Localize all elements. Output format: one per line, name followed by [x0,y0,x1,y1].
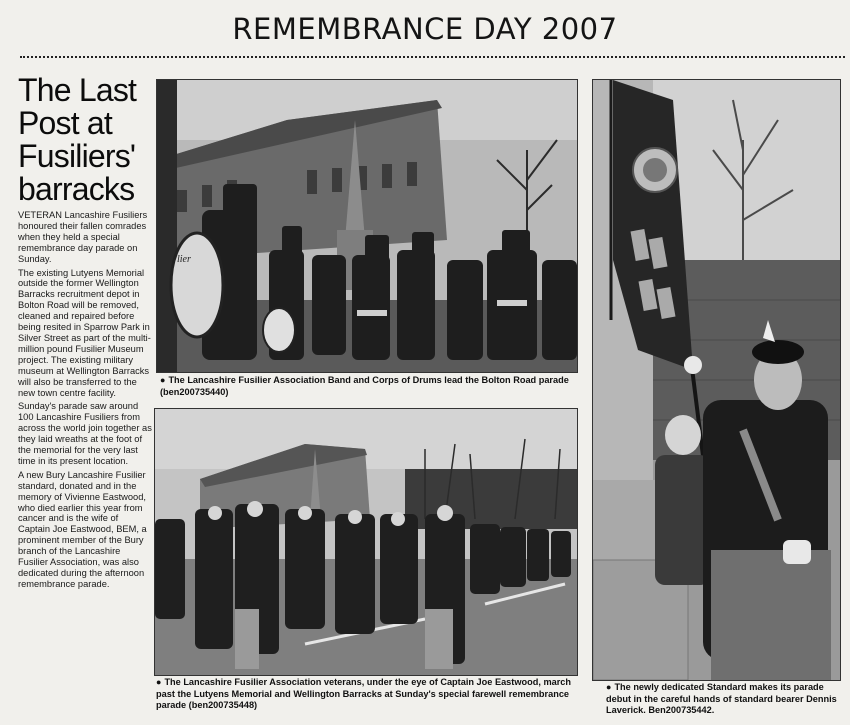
header-rule [20,56,845,58]
article-column [18,74,152,704]
band-photo-caption [156,375,580,398]
veterans-photo [154,408,578,676]
standard-photo [592,79,841,681]
standard-photo-caption [606,682,842,717]
veterans-photo-caption [156,677,584,712]
caption-text: The Lancashire Fusilier Association Band and Corps of Drums lead the Bolton Road parade (ben200735440) [160,375,569,397]
caption-bullet-icon: ● [156,677,162,687]
article-body [18,210,152,590]
article-paragraph: VETERAN Lancashire Fusiliers honoured their fallen comrades when they held a special remembrance day parade on Sunday. [18,210,148,264]
page-header [0,0,850,52]
article-headline: The Last Post at Fusiliers' barracks [18,74,137,207]
article-paragraph: The existing Lutyens Memorial outside the former Wellington Barracks recruitment depot in Bolton Road will be removed, cleaned and repaired before being resited in Sparrow Park in Silver Street as part of the multi-million pound Fusilier Museum project. The existing military museum at Wellington Barracks will also be transferred to the new town centre facility. [18,267,151,398]
caption-bullet-icon: ● [160,375,166,385]
caption-bullet-icon: ● [606,682,612,692]
bass-drum-lettering: lier [177,254,191,265]
article-paragraph: Sunday's parade saw around 100 Lancashire Fusiliers from across the world join together as they laid wreaths at the foot of the memorial for the very last time in its present location. [18,401,152,466]
article-paragraph: A new Bury Lancashire Fusilier standard, donated and in the memory of Vivienne Eastwood, who died earlier this year from cancer and is the wife of Captain Joe Eastwood, BEM, a prominent member of the Bury branch of the Lancashire Fusilier Association, was also dedicated during the afternoon remembrance parade. [18,469,147,589]
caption-text: The newly dedicated Standard makes its parade debut in the careful hands of standard bearer Dennis Laverick. Ben200735442. [606,682,837,715]
section-title: REMEMBRANCE DAY 2007 [232,12,618,46]
caption-text: The Lancashire Fusilier Association veterans, under the eye of Captain Joe Eastwood, march past the Lutyens Memorial and Wellington Barracks at Sunday's special farewell remembrance parade (ben200735448) [156,677,572,710]
band-photo [156,79,578,373]
